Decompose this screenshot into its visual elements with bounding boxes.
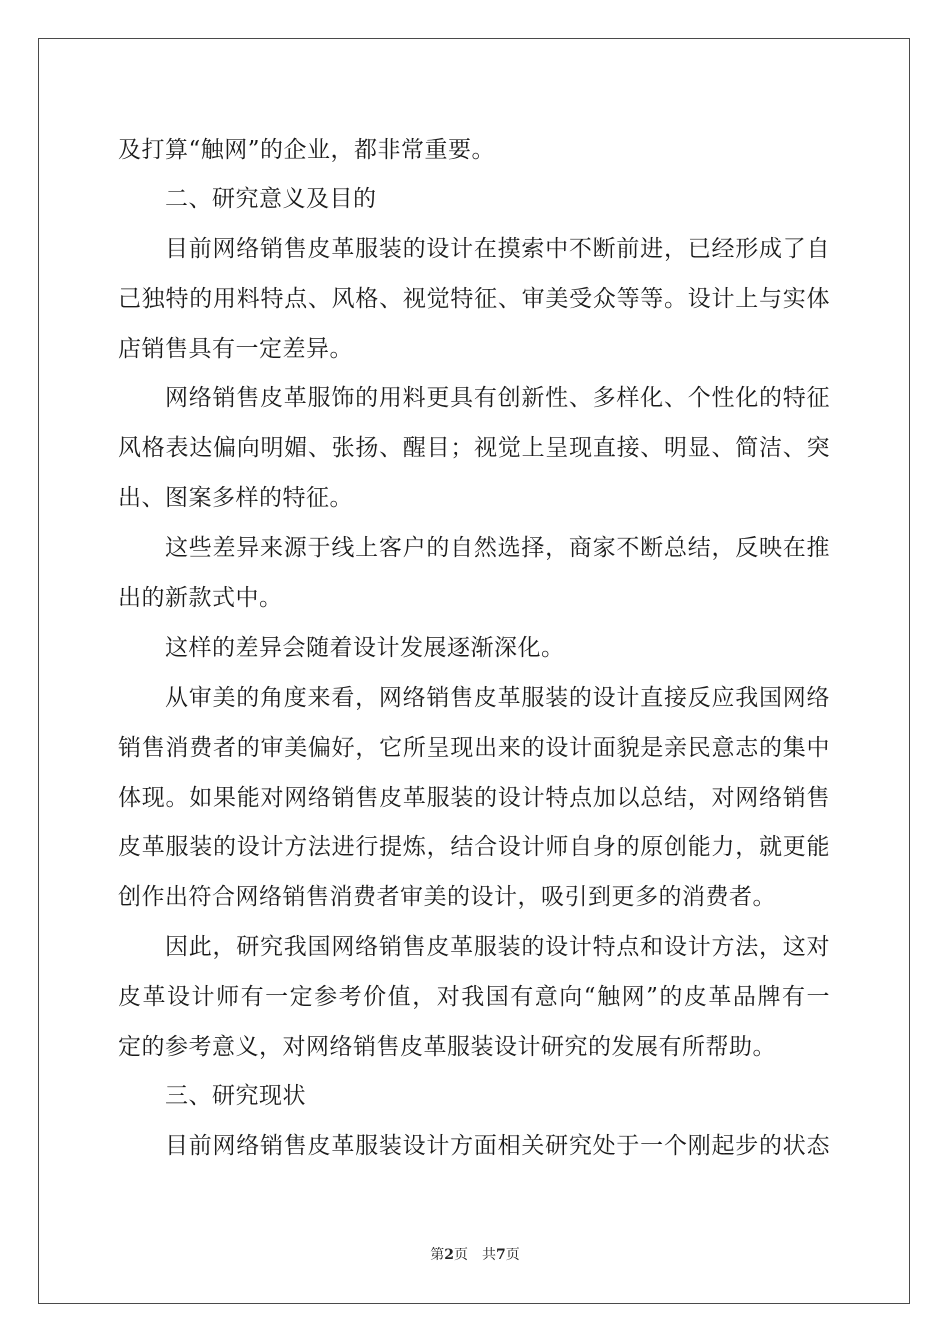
total-suffix: 页 bbox=[505, 1247, 520, 1263]
body-line: 皮革服装的设计方法进行提炼，结合设计师自身的原创能力，就更能 bbox=[118, 834, 830, 860]
total-prefix: 共 bbox=[482, 1247, 496, 1263]
body-line: 这些差异来源于线上客户的自然选择，商家不断总结，反映在推 bbox=[165, 535, 830, 561]
body-line: 网络销售皮革服饰的用料更具有创新性、多样化、个性化的特征 bbox=[165, 385, 830, 411]
body-line: 皮革设计师有一定参考价值，对我国有意向“触网”的皮革品牌有一 bbox=[118, 984, 830, 1010]
body-line: 目前网络销售皮革服装设计方面相关研究处于一个刚起步的状态 bbox=[165, 1133, 830, 1159]
body-line: 因此，研究我国网络销售皮革服装的设计特点和设计方法，这对 bbox=[165, 934, 830, 960]
body-line: 风格表达偏向明媚、张扬、醒目；视觉上呈现直接、明显、简洁、突 bbox=[118, 435, 830, 461]
body-line: 这样的差异会随着设计发展逐渐深化。 bbox=[165, 635, 565, 661]
body-line: 及打算“触网”的企业，都非常重要。 bbox=[118, 137, 496, 163]
section-heading: 二、研究意义及目的 bbox=[165, 186, 377, 212]
page-number: 2 bbox=[444, 1247, 454, 1263]
body-line: 体现。如果能对网络销售皮革服装的设计特点加以总结，对网络销售 bbox=[118, 785, 830, 811]
page-suffix: 页 bbox=[454, 1247, 468, 1263]
body-line: 从审美的角度来看，网络销售皮革服装的设计直接反应我国网络 bbox=[165, 685, 830, 711]
body-line: 出的新款式中。 bbox=[118, 585, 283, 611]
body-line: 定的参考意义，对网络销售皮革服装设计研究的发展有所帮助。 bbox=[118, 1034, 776, 1060]
body-line: 出、图案多样的特征。 bbox=[118, 485, 353, 511]
page-footer bbox=[0, 1246, 950, 1264]
body-line: 己独特的用料特点、风格、视觉特征、审美受众等等。设计上与实体 bbox=[118, 286, 830, 312]
body-line: 销售消费者的审美偏好，它所呈现出来的设计面貌是亲民意志的集中 bbox=[118, 735, 830, 761]
body-line: 店销售具有一定差异。 bbox=[118, 336, 353, 362]
body-line: 创作出符合网络销售消费者审美的设计，吸引到更多的消费者。 bbox=[118, 884, 776, 910]
section-heading: 三、研究现状 bbox=[165, 1083, 306, 1109]
total-pages: 7 bbox=[496, 1247, 506, 1263]
page-border bbox=[38, 38, 910, 1304]
page-prefix: 第 bbox=[430, 1247, 445, 1263]
body-line: 目前网络销售皮革服装的设计在摸索中不断前进，已经形成了自 bbox=[165, 236, 830, 262]
